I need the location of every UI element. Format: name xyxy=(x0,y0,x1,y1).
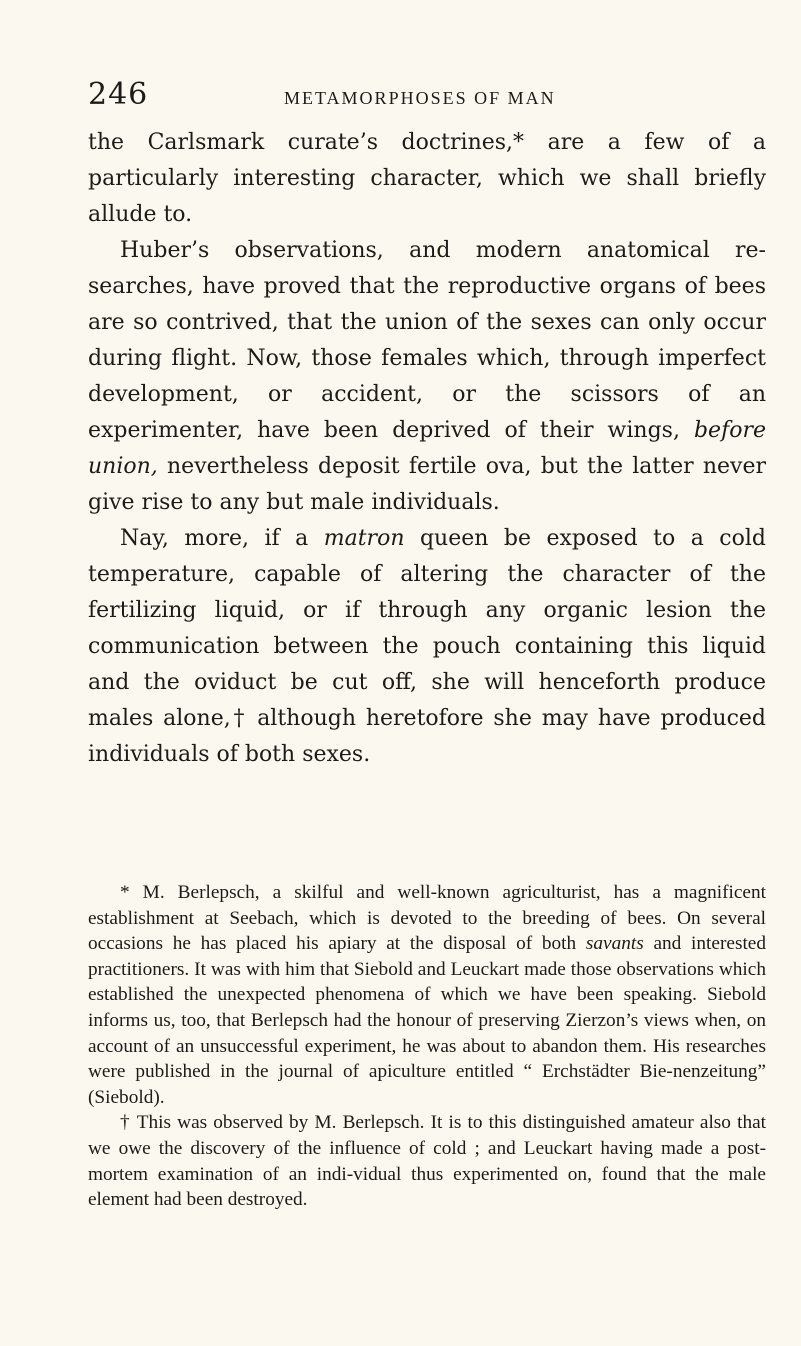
page-number: 246 xyxy=(88,77,149,112)
footnotes xyxy=(88,880,766,1213)
paragraph-2-text-a: Huber’s observations, and modern anatomical re-searches, have proved that the reproductive organs of bees are so contrived, that the union of the sexes can only occur during flight. Now, those females which, through imperfect development, or accident, or the scissors of an experimenter, have been deprived of their wings, xyxy=(88,238,766,443)
paragraph-3-text-a: Nay, more, if a xyxy=(120,526,324,551)
paragraph-1 xyxy=(88,125,766,233)
paragraph-3-emphasis: matron xyxy=(323,526,405,551)
footnote-1-text-a: * M. Berlepsch, a skilful and well-known agriculturist, has a magnificent establishment at Seebach, which is devoted to the breeding of bees. On several occasions he has placed his apiary at the disposal of both xyxy=(88,882,766,955)
footnote-2 xyxy=(88,1110,766,1212)
paragraph-2-emphasis: before union, xyxy=(88,418,766,479)
footnote-1-text-b: and interested practitioners. It was with him that Siebold and Leuckart made those observations which established the unexpected phenomena of which we have been speaking. Siebold informs us, too, that Berlepsch had the honour of preserving Zierzon’s views when, on account of an unsuccessful experiment, he was about to abandon them. His researches were published in the journal of apiculture entitled “ Erchstädter Bie-nenzeitung” (Siebold). xyxy=(88,933,766,1108)
paragraph-3 xyxy=(88,521,766,773)
main-text xyxy=(88,125,766,773)
running-title: METAMORPHOSES OF MAN xyxy=(284,88,556,108)
paragraph-2-text-b: nevertheless deposit fertile ova, but the latter never give rise to any but male individuals. xyxy=(88,454,766,515)
page-header xyxy=(88,78,768,118)
paragraph-1-text: the Carlsmark curate’s doctrines,* are a few of a particularly interesting character, which we shall briefly allude to. xyxy=(88,130,766,227)
paragraph-2 xyxy=(88,233,766,521)
footnote-2-text: † This was observed by M. Berlepsch. It is to this distinguished amateur also that we owe the discovery of the influence of cold ; and Leuckart having made a post-mortem examination of an indi-vidual thus experimented on, found that the male element had been destroyed. xyxy=(88,1112,766,1211)
paragraph-3-text-b: queen be exposed to a cold temperature, capable of altering the character of the fertilizing liquid, or if through any organic lesion the communication between the pouch containing this liquid and the oviduct be cut off, she will henceforth produce males alone,† although heretofore she may have produced individuals of both sexes. xyxy=(88,526,766,767)
footnote-1 xyxy=(88,880,766,1110)
footnote-1-emphasis: savants xyxy=(585,933,644,955)
